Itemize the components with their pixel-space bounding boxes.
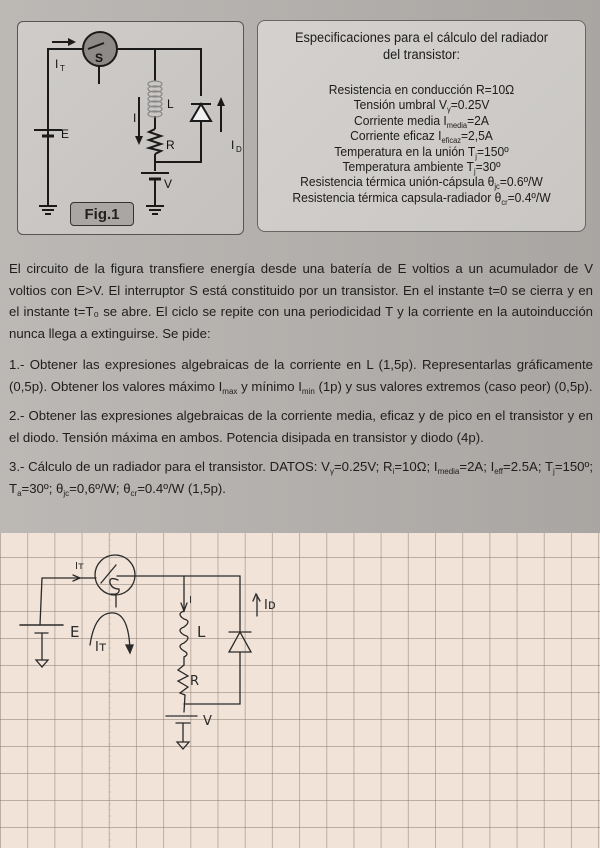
hw-source-label: E bbox=[70, 623, 80, 641]
circuit-figure bbox=[17, 21, 244, 235]
hw-battery-label: V bbox=[203, 714, 212, 729]
handwritten-circuit-icon bbox=[0, 533, 600, 848]
switch-label: S bbox=[95, 51, 104, 65]
spec-item: Tensión umbral $V_\gamma=0.25V$ bbox=[353, 97, 490, 115]
hw-inductor-label: L bbox=[197, 623, 206, 641]
specs-box bbox=[257, 20, 586, 232]
transistor-current-label: I bbox=[55, 57, 59, 71]
hw-diode-current-label: Iᴅ bbox=[264, 598, 276, 613]
specs-list bbox=[258, 82, 585, 205]
spec-item: Corriente media $I_{media}=2A$ bbox=[354, 112, 489, 130]
spec-item: Resistencia térmica capsula-radiador $\theta_{cr}=0.4º/W$ bbox=[292, 189, 551, 207]
hw-resistor-label: R bbox=[190, 674, 200, 689]
inductor-label: L bbox=[167, 97, 174, 111]
problem-statement bbox=[9, 258, 593, 507]
spec-item: Corriente eficaz $I_{eficaz}=2,5A$ bbox=[350, 128, 493, 146]
spec-item: Temperatura ambiente $T_j=30º$ bbox=[342, 159, 501, 177]
spec-item: Resistencia en conducción R=10Ω bbox=[328, 82, 515, 97]
question-1: 1.- Obtener las expresiones algebraicas de la corriente en L (1,5p). Representarlas gráficamente (0,5p). Obtener los valores máximo $I_{max}$ y mínimo $I_{min}$ (1p) y sus valores extremos (caso peor) (0,5p). bbox=[9, 357, 593, 396]
handwritten-notes-canvas bbox=[0, 533, 600, 848]
hw-it-loop-label: Iт bbox=[95, 640, 107, 655]
battery-v-label: V bbox=[164, 177, 173, 191]
spec-item: Resistencia térmica unión-cápsula $\theta_{jc}=0.6º/W$ bbox=[300, 174, 543, 192]
question-2: 2.- Obtener las expresiones algebraicas de la corriente media, eficaz y de pico en el transistor y en el diodo. Tensión máxima en ambos. Potencia disipada en transistor y diodo (4p). bbox=[9, 408, 593, 445]
resistor-label: R bbox=[166, 138, 175, 152]
question-3: 3.- Cálculo de un radiador para el transistor. DATOS: $V_\gamma=0.25V$; $R_i=10\Omega$; $I_{media}=2A$; $I_{eff}=2.5A$; $T_j=150º$; $T_a=30º$; $\theta_{jc}=0,6º/W$; $\theta_{cr}=0.4º/W$ (1,5p). bbox=[9, 459, 593, 498]
hw-load-current-label: I bbox=[189, 595, 192, 606]
spec-item: Temperatura en la unión $T_j=150º$ bbox=[334, 143, 509, 161]
figure-label: Fig.1 bbox=[70, 202, 134, 226]
problem-intro: El circuito de la figura transfiere energía desde una batería de E voltios a un acumulador de V voltios con E>V. El interruptor S está constituido por un transistor. En el instante t=0 se cierra y en el instante t=T₀ se abre. El ciclo se repite con una periodicidad T y la corriente en la autoinducción nunca llega a extinguirse. Se pide: bbox=[9, 261, 593, 341]
diode-current-label: I bbox=[231, 138, 235, 152]
transistor-current-sub: T bbox=[60, 64, 65, 73]
hw-it-label: Iт bbox=[75, 561, 84, 572]
diode-current-sub: D bbox=[236, 145, 242, 154]
source-e-label: E bbox=[61, 127, 70, 141]
specs-title: Especificaciones para el cálculo del radiador del transistor: bbox=[294, 30, 549, 62]
load-current-label: I bbox=[133, 111, 137, 125]
